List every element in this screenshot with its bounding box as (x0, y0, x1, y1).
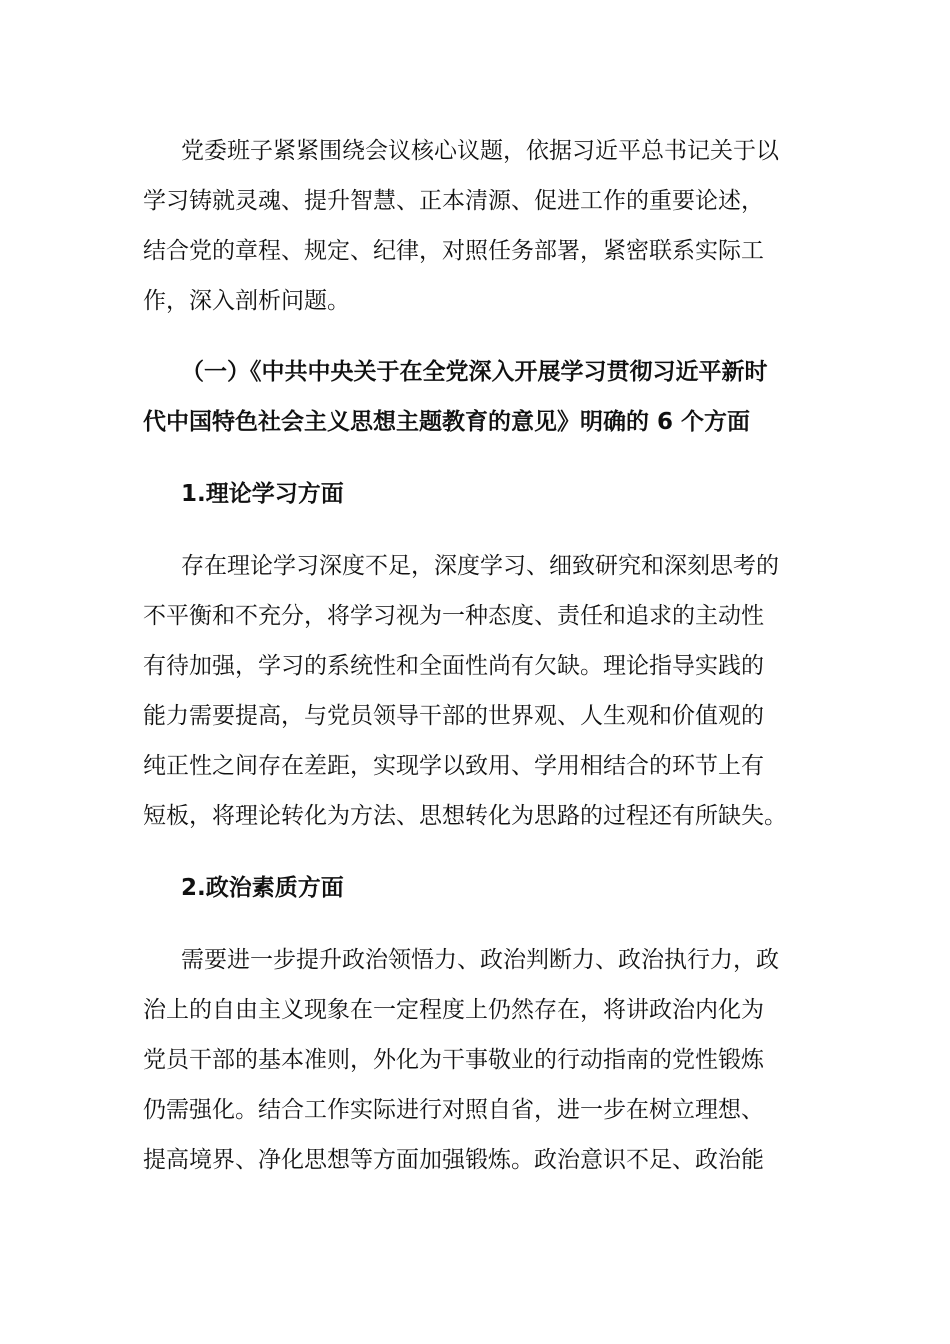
subsection-2-title: 2.政治素质方面 (181, 875, 344, 901)
subsection-2-line-2: 治上的自由主义现象在一定程度上仍然存在，将讲政治内化为 (143, 997, 764, 1023)
subsection-1-line-2: 不平衡和不充分，将学习视为一种态度、责任和追求的主动性 (143, 603, 764, 629)
subsection-2-line-5: 提高境界、净化思想等方面加强锻炼。政治意识不足、政治能 (143, 1147, 764, 1173)
subsection-1-line-6: 短板，将理论转化为方法、思想转化为思路的过程还有所缺失。 (143, 803, 787, 829)
subsection-1-title: 1.理论学习方面 (181, 481, 344, 507)
intro-line-1: 党委班子紧紧围绕会议核心议题，依据习近平总书记关于以 (181, 138, 779, 164)
subsection-1-line-5: 纯正性之间存在差距，实现学以致用、学用相结合的环节上有 (143, 753, 764, 779)
intro-line-3: 结合党的章程、规定、纪律，对照任务部署，紧密联系实际工 (143, 238, 764, 264)
subsection-1-line-1: 存在理论学习深度不足，深度学习、细致研究和深刻思考的 (181, 553, 779, 579)
subsection-1-line-3: 有待加强，学习的系统性和全面性尚有欠缺。理论指导实践的 (143, 653, 764, 679)
section-heading-line-1: （一）《中共中央关于在全党深入开展学习贯彻习近平新时 (181, 359, 768, 385)
subsection-2-line-3: 党员干部的基本准则，外化为干事敬业的行动指南的党性锻炼 (143, 1047, 764, 1073)
intro-line-2: 学习铸就灵魂、提升智慧、正本清源、促进工作的重要论述， (143, 188, 764, 214)
subsection-2-line-4: 仍需强化。结合工作实际进行对照自省，进一步在树立理想、 (143, 1097, 764, 1123)
subsection-1-line-4: 能力需要提高，与党员领导干部的世界观、人生观和价值观的 (143, 703, 764, 729)
section-heading-line-2: 代中国特色社会主义思想主题教育的意见》明确的 6 个方面 (143, 409, 751, 435)
subsection-2-line-1: 需要进一步提升政治领悟力、政治判断力、政治执行力，政 (181, 947, 779, 973)
intro-line-4: 作，深入剖析问题。 (143, 288, 350, 314)
